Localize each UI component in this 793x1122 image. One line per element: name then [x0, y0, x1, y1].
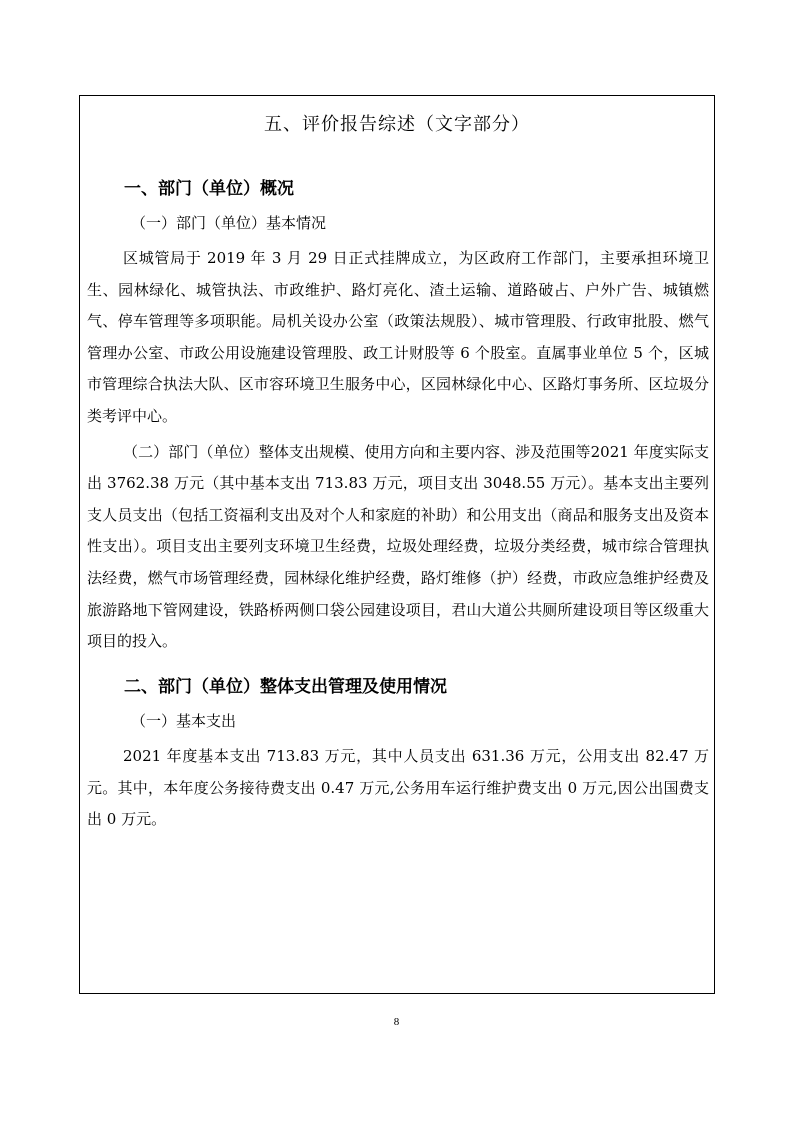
section-1-2-paragraph [87, 437, 709, 658]
page-number: 8 [393, 1016, 400, 1028]
section-1-2-heading: （二）部门（单位）整体支出规模、使用方向和主要内容、涉及范围等 [123, 442, 591, 461]
section-1-heading: 一、部门（单位）概况 [124, 179, 294, 199]
section-1-2-body: 2021 年度实际支出 3762.38 万元（其中基本支出 713.83 万元，项目支出 3048.55 万元）。基本支出主要列支人员支出（包括工资福利支出及对个人和家庭的补助）和公用支出（商品和服务支出及资本性支出）。项目支出主要列支环境卫生经费，垃圾处理经费，垃圾分类经费，城市综合管理执法经费，燃气市场管理经费，园林绿化维护经费，路灯维修（护）经费，市政应急维护经费及旅游路地下管网建设，铁路桥两侧口袋公园建设项目，君山大道公共厕所建设项目等区级重大项目的投入。 [87, 442, 709, 651]
page-title: 五、评价报告综述（文字部分） [264, 114, 530, 135]
section-2-1-paragraph: 2021 年度基本支出 713.83 万元，其中人员支出 631.36 万元，公用支出 82.47 万元。其中，本年度公务接待费支出 0.47 万元,公务用车运行维护费支出 0 万元,因公出国费支出 0 万元。 [87, 746, 709, 829]
section-1-1-paragraph: 区城管局于 2019 年 3 月 29 日正式挂牌成立，为区政府工作部门，主要承担环境卫生、园林绿化、城管执法、市政维护、路灯亮化、渣土运输、道路破占、户外广告、城镇燃气、停车管理等多项职能。局机关设办公室（政策法规股）、城市管理股、行政审批股、燃气管理办公室、市政公用设施建设管理股、政工计财股等 6 个股室。直属事业单位 5 个，区城市管理综合执法大队、区市容环境卫生服务中心，区园林绿化中心、区路灯事务所、区垃圾分类考评中心。 [87, 249, 709, 425]
report-frame [79, 95, 715, 994]
section-2-1-heading: （一）基本支出 [131, 711, 237, 730]
report-content [87, 178, 709, 840]
section-1-1-heading: （一）部门（单位）基本情况 [131, 214, 327, 232]
section-2-heading: 二、部门（单位）整体支出管理及使用情况 [124, 676, 447, 697]
